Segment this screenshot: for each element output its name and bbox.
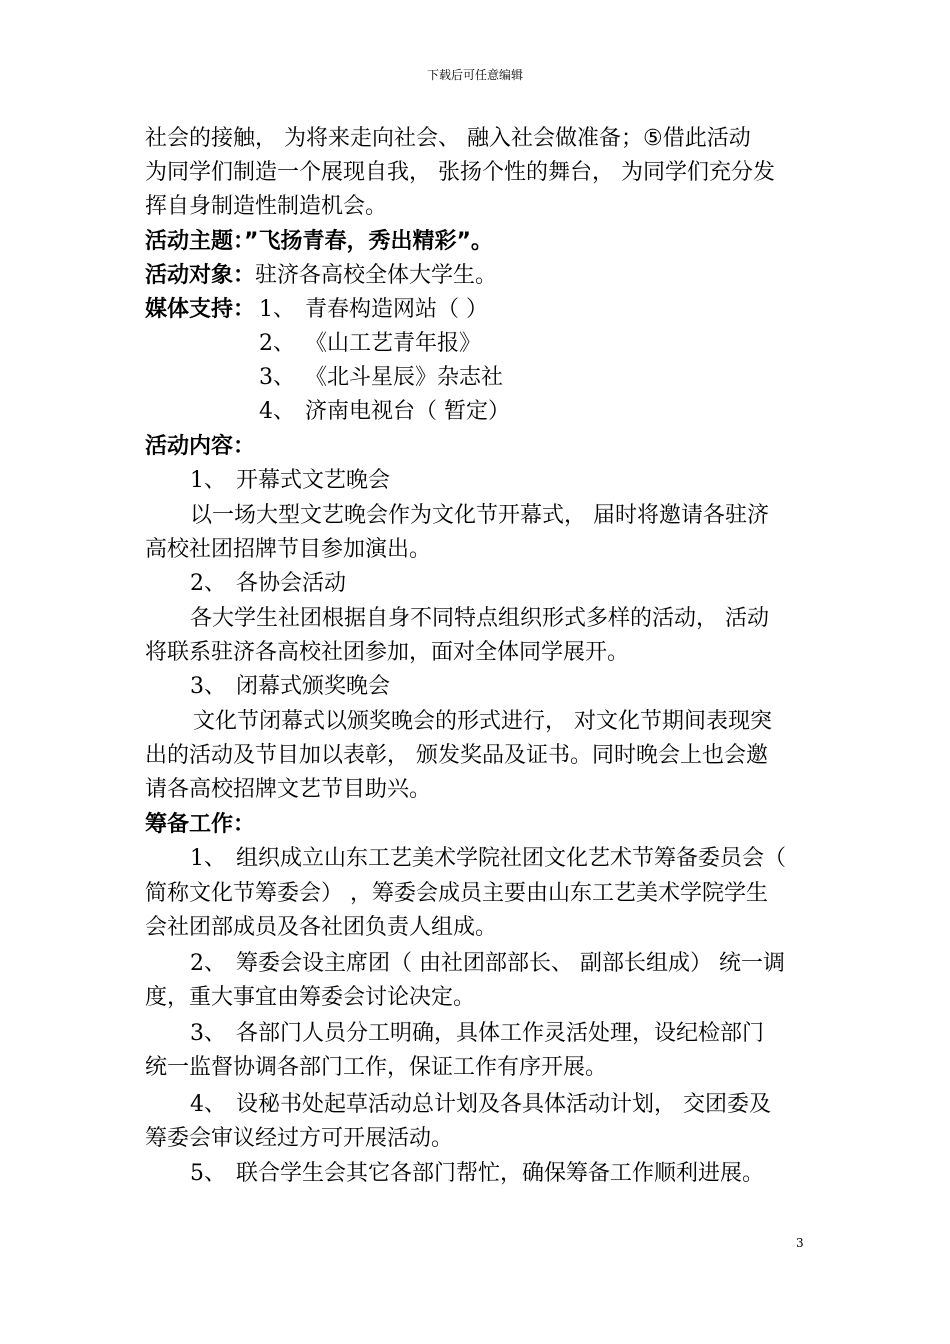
prep-item-line: [190, 1088, 810, 1122]
prep-item-line: [190, 1157, 810, 1191]
intro-line: 社会的接触， 为将来走向社会、 融入社会做准备；⑤借此活动: [145, 126, 751, 151]
intro-line: 为同学们制造一个展现自我， 张扬个性的舞台， 为同学们充分发: [145, 160, 775, 185]
prep-item-line: 会社团部成员及各社团负责人组成。: [145, 915, 498, 940]
media-item-number: 2、: [259, 331, 295, 356]
prep-item-line: [190, 947, 810, 981]
media-item-number: 1、: [259, 297, 295, 322]
content-section-title: [190, 670, 810, 704]
media-item-text: 青春构造网站（ ）: [305, 297, 488, 322]
content-line: 各大学生社团根据自身不同特点组织形式多样的活动， 活动: [190, 606, 769, 631]
prep-item-text: 筹委会设主席团（ 由社团部部长、 副部长组成） 统一调: [236, 951, 785, 976]
target-label: 活动对象：: [145, 263, 256, 288]
prep-item-text: 设秘书处起草活动总计划及各具体活动计划， 交团委及: [236, 1092, 771, 1117]
prep-item-text: 各部门人员分工明确，具体工作灵活处理，设纪检部门: [236, 1021, 765, 1046]
section-title: 开幕式文艺晚会: [236, 468, 391, 493]
content-line: 请各高校招牌文艺节目助兴。: [145, 777, 432, 802]
prep-item-text: 联合学生会其它各部门帮忙，确保筹备工作顺利进展。: [236, 1161, 765, 1186]
prep-item-line: 简称文化节筹委会） ，筹委会成员主要由山东工艺美术学院学生: [145, 881, 768, 906]
page-header: 下载后可任意编辑: [426, 68, 523, 82]
target-value: 驻济各高校全体大学生。: [255, 263, 498, 288]
content-section-title: [190, 567, 810, 601]
media-item-text: 济南电视台（ 暂定）: [305, 399, 510, 424]
prep-item-line: [190, 1017, 810, 1051]
intro-line: 挥自身制造性制造机会。: [145, 194, 388, 219]
target-line: [145, 259, 811, 293]
section-number: 3、: [190, 674, 226, 699]
prep-item-number: 3、: [190, 1021, 226, 1046]
prep-item-line: 筹委会审议经过方可开展活动。: [145, 1126, 454, 1151]
content-line: 高校社团招牌节目参加演出。: [145, 537, 432, 562]
section-number: 1、: [190, 468, 226, 493]
prep-item-line: 统一监督协调各部门工作，保证工作有序开展。: [145, 1055, 608, 1080]
media-item-text: 《北斗星辰》杂志社: [305, 365, 504, 390]
media-item: [259, 327, 481, 361]
theme-line: [145, 225, 811, 259]
media-label-text: 媒体支持：: [145, 297, 256, 322]
media-item: [259, 395, 510, 429]
prep-item-number: 2、: [190, 951, 226, 976]
prep-item-line: [190, 842, 810, 876]
content-line: 文化节闭幕式以颁奖晚会的形式进行， 对文化节期间表现突: [193, 709, 772, 734]
media-item: [259, 293, 488, 327]
section-number: 2、: [190, 571, 226, 596]
prep-item-text: 组织成立山东工艺美术学院社团文化艺术节筹备委员会（: [236, 846, 787, 871]
media-item-number: 3、: [259, 365, 295, 390]
prep-item-number: 4、: [190, 1092, 226, 1117]
media-item: [259, 361, 503, 395]
page-number: 3: [796, 1236, 804, 1250]
content-line: 以一场大型文艺晚会作为文化节开幕式， 届时将邀请各驻济: [190, 503, 769, 528]
prep-label: 筹备工作：: [145, 812, 256, 837]
prep-item-line: 度，重大事宜由筹委会讨论决定。: [145, 985, 476, 1010]
content-section-title: [190, 464, 810, 498]
media-item-text: 《山工艺青年报》: [305, 331, 482, 356]
section-title: 各协会活动: [236, 571, 347, 596]
media-item-number: 4、: [259, 399, 295, 424]
prep-item-number: 5、: [190, 1161, 226, 1186]
prep-item-number: 1、: [190, 846, 226, 871]
content-label: 活动内容：: [145, 434, 256, 459]
content-line: 将联系驻济各高校社团参加，面对全体同学展开。: [145, 640, 630, 665]
content-line: 出的活动及节目加以表彰， 颁发奖品及证书。同时晚会上也会邀: [145, 743, 768, 768]
theme-label: 活动主题：: [145, 229, 245, 254]
section-title: 闭幕式颁奖晚会: [236, 674, 391, 699]
theme-value: ”飞扬青春，秀出精彩”。: [244, 229, 493, 254]
